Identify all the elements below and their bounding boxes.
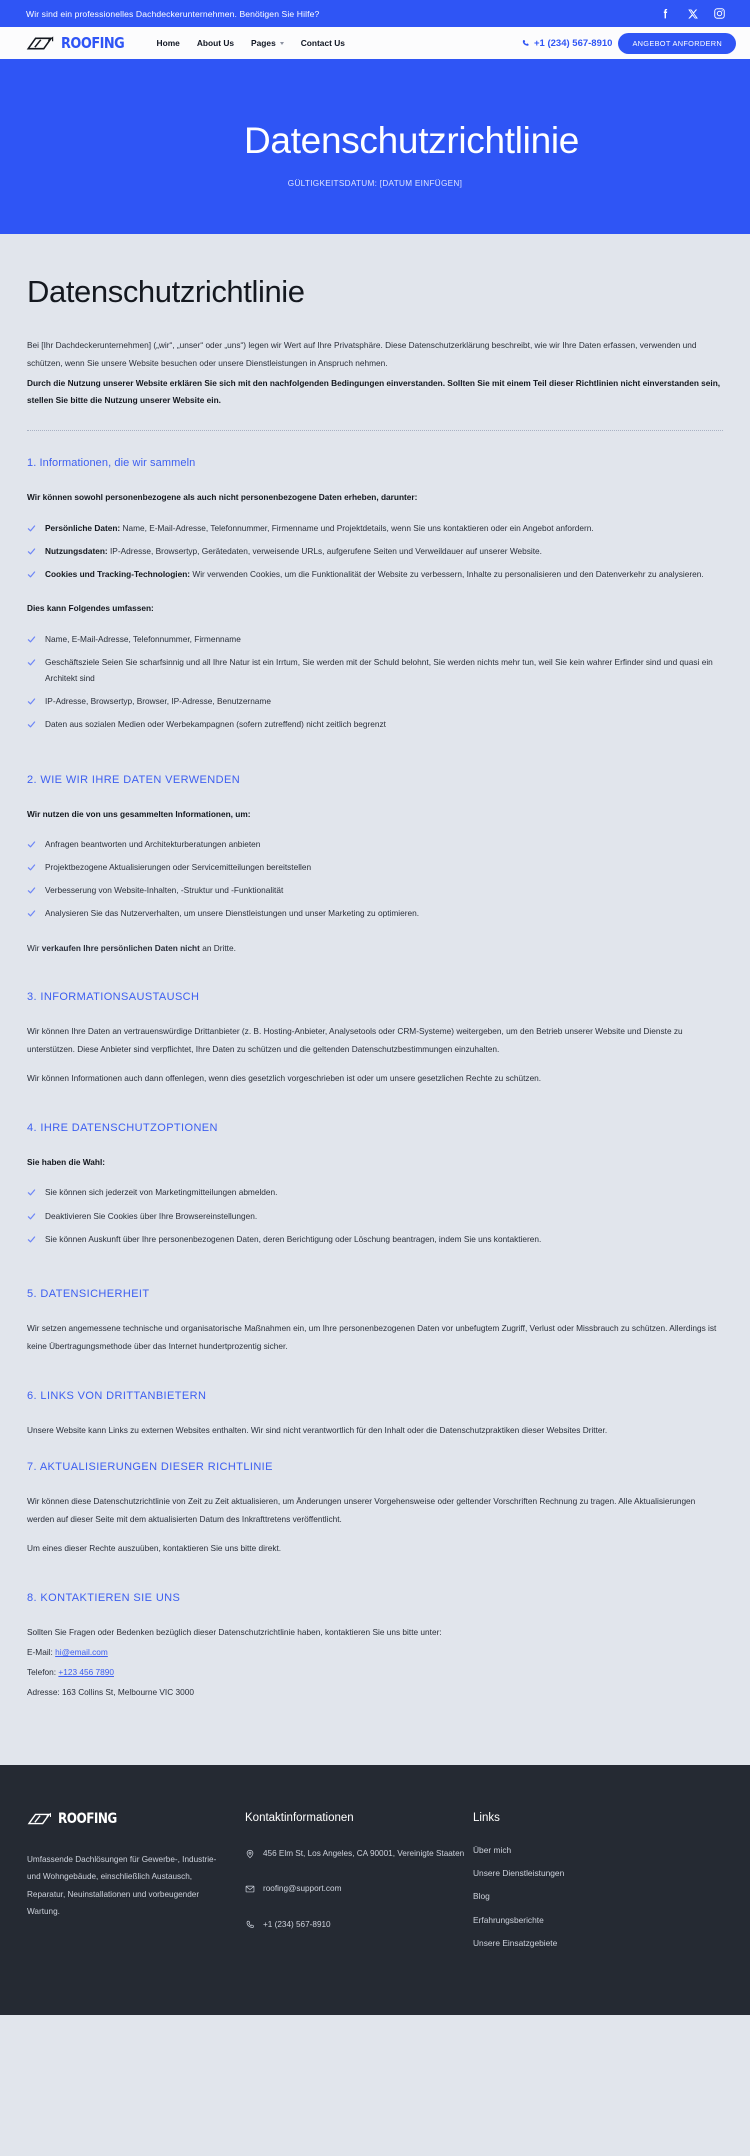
footer-contact-column	[245, 1812, 473, 1963]
footer-link-unsere-einsatzgebiete[interactable]: Unsere Einsatzgebiete	[473, 1938, 558, 1949]
list-item-text: Sie können Auskunft über Ihre personenbezogenen Daten, deren Berichtigung oder Löschung beantragen, indem Sie uns kontaktieren.	[45, 1233, 542, 1244]
list-item-text: Projektbezogene Aktualisierungen oder Servicemitteilungen bereitstellen	[45, 862, 312, 873]
list-item-text: Anfragen beantworten und Architekturberatungen anbieten	[45, 838, 261, 849]
nav-item-pages-label: Pages	[251, 38, 276, 48]
main-content	[0, 234, 750, 1765]
check-icon	[27, 570, 36, 579]
check-icon	[27, 863, 36, 872]
section-7-paragraph-2: Um eines dieser Rechte auszuüben, kontaktieren Sie uns bitte direkt.	[27, 1543, 282, 1554]
check-icon	[27, 909, 36, 918]
list-item	[27, 905, 723, 921]
section-5-data-security	[27, 1288, 723, 1356]
list-item	[27, 1208, 723, 1224]
check-icon	[27, 658, 36, 667]
list-item-text: Name, E-Mail-Adresse, Telefonnummer, Firmenname	[45, 633, 241, 644]
list-item	[27, 520, 723, 536]
page-title: Datenschutzrichtlinie	[27, 274, 305, 309]
instagram-icon[interactable]	[713, 7, 726, 20]
list-item	[27, 631, 723, 647]
location-pin-icon	[245, 1849, 255, 1859]
nav-item-about-us-label: About Us	[196, 38, 235, 48]
list-item	[27, 1184, 723, 1200]
site-footer	[0, 1765, 750, 2015]
section-3-information-sharing	[27, 991, 723, 1087]
closing-post: an Dritte.	[199, 942, 236, 953]
section-1-heading: 1. Informationen, die wir sammeln	[27, 457, 196, 470]
check-icon	[27, 886, 36, 895]
list-item-strong: Cookies und Tracking-Technologien:	[45, 569, 191, 580]
footer-address-item	[245, 1846, 473, 1863]
section-1-list-2	[27, 631, 723, 733]
section-2-closing	[27, 940, 723, 958]
list-item-body: IP-Adresse, Browsertyp, Gerätedaten, verweisende URLs, aufgerufene Seiten und Verweildauer auf unserer Website.	[107, 545, 542, 556]
nav-item-about-us[interactable]	[197, 38, 234, 48]
check-icon	[27, 547, 36, 556]
list-item	[27, 693, 723, 709]
section-7-paragraph-1: Wir können diese Datenschutzrichtlinie von Zeit zu Zeit aktualisieren, um Änderungen unserer Vorgehensweise oder geltender Vorschriften Rechnung zu tragen. Alle Aktualisierungen werden auf dieser Seite mit dem aktualisierten Datum des Inkrafttretens veröffentlicht.	[27, 1496, 696, 1525]
section-6-heading: 6. LINKS VON DRITTANBIETERN	[27, 1389, 207, 1402]
section-6-paragraph-1: Unsere Website kann Links zu externen Websites enthalten. Wir sind nicht verantwortlich für den Inhalt oder die Datenschutzpraktiken dieser Websites Dritter.	[27, 1424, 608, 1435]
list-item-text: Sie können sich jederzeit von Marketingmitteilungen abmelden.	[45, 1187, 278, 1198]
nav-right-group	[527, 27, 750, 59]
section-1-information-we-collect	[27, 457, 723, 732]
social-links	[659, 7, 726, 20]
section-2-heading: 2. WIE WIR IHRE DATEN VERWENDEN	[27, 773, 241, 786]
header-phone-number: +1 (234) 567-8910	[534, 37, 613, 49]
section-4-list	[27, 1184, 723, 1247]
list-item	[27, 716, 723, 732]
list-item-text: Geschäftsziele Seien Sie scharfsinnig und all Ihre Natur ist ein Irrtum, Sie werden mit der Schuld belohnt, Sie werden nichts mehr tun, weil Sie kein wahrer Erfinder sind und quasi ein Architekt sind	[45, 656, 713, 684]
section-3-heading: 3. INFORMATIONSAUSTAUSCH	[27, 991, 200, 1004]
section-6-third-party-links	[27, 1390, 723, 1440]
list-item-strong: Nutzungsdaten:	[45, 545, 108, 556]
site-logo[interactable]	[26, 33, 135, 52]
envelope-icon	[245, 1884, 255, 1894]
contact-email-label: E-Mail:	[27, 1647, 56, 1658]
nav-links	[157, 38, 345, 48]
section-2-list	[27, 836, 723, 922]
list-item	[27, 859, 723, 875]
list-item-text: Daten aus sozialen Medien oder Werbekampagnen (sofern zutreffend) nicht zeitlich begrenzt	[45, 719, 386, 730]
section-8-heading: 8. KONTAKTIEREN SIE UNS	[27, 1591, 181, 1604]
list-item	[27, 654, 723, 686]
list-item	[27, 836, 723, 852]
list-item	[27, 543, 723, 559]
x-twitter-icon[interactable]	[686, 7, 699, 20]
list-item-text: IP-Adresse, Browsertyp, Browser, IP-Adresse, Benutzername	[45, 696, 271, 707]
list-item-text	[45, 566, 723, 582]
section-1-lead-2: Dies kann Folgendes umfassen:	[27, 603, 154, 614]
section-2-how-we-use-data	[27, 774, 723, 958]
top-announcement-bar	[0, 0, 750, 27]
footer-description: Umfassende Dachlösungen für Gewerbe-, Industrie- und Wohngebäude, einschließlich Austausch, Reparatur, Neuinstallationen und vorbeugender Wartung.	[27, 1854, 217, 1917]
section-5-paragraph-1: Wir setzen angemessene technische und organisatorische Maßnahmen ein, um Ihre personenbezogenen Daten vor unbefugtem Zugriff, Verlust oder Missbrauch zu schützen. Allerdings ist keine Übertragungsmethode über das Internet hundertprozentig sicher.	[27, 1322, 717, 1351]
nav-item-home[interactable]	[157, 38, 180, 48]
check-icon	[27, 635, 36, 644]
nav-item-pages[interactable]	[251, 38, 284, 48]
contact-address-line: Adresse: 163 Collins St, Melbourne VIC 3000	[27, 1687, 194, 1698]
footer-link-unsere-dienstleistungen[interactable]: Unsere Dienstleistungen	[473, 1867, 565, 1878]
footer-phone-text: +1 (234) 567-8910	[263, 1920, 331, 1930]
section-4-heading: 4. IHRE DATENSCHUTZOPTIONEN	[27, 1121, 218, 1134]
check-icon	[27, 697, 36, 706]
topbar-message: Wir sind ein professionelles Dachdeckerunternehmen. Benötigen Sie Hilfe?	[26, 8, 320, 19]
check-icon	[27, 1235, 36, 1244]
hero-title: Datenschutzrichtlinie	[244, 120, 580, 162]
logo-wordmark: ROOFING	[61, 33, 125, 52]
list-item	[27, 882, 723, 898]
footer-link-erfahrungsberichte[interactable]: Erfahrungsberichte	[473, 1914, 544, 1925]
list-item-text: Deaktivieren Sie Cookies über Ihre Browsereinstellungen.	[45, 1210, 258, 1221]
footer-link-uber-mich[interactable]: Über mich	[473, 1844, 512, 1855]
list-item	[27, 566, 723, 582]
contact-phone-line	[27, 1664, 723, 1680]
nav-item-contact-us[interactable]	[301, 38, 345, 48]
check-icon	[27, 720, 36, 729]
footer-brand-column	[27, 1812, 245, 1963]
section-4-lead: Sie haben die Wahl:	[27, 1156, 106, 1167]
contact-phone-label: Telefon:	[27, 1667, 59, 1678]
footer-link-blog[interactable]: Blog	[473, 1891, 490, 1902]
header-phone-link[interactable]	[521, 38, 612, 49]
chevron-down-icon	[280, 42, 284, 45]
check-icon	[27, 1212, 36, 1221]
section-3-paragraph-1: Wir können Ihre Daten an vertrauenswürdige Drittanbieter (z. B. Hosting-Anbieter, Analysetools oder CRM-Systeme) weitergeben, um den Betrieb unserer Website und Dienste zu unterstützen. Diese Anbieter sind verpflichtet, Ihre Daten zu schützen und die geltenden Datenschutzbestimmungen einzuhalten.	[27, 1026, 683, 1055]
hero-banner	[0, 59, 750, 234]
footer-email-text: roofing@support.com	[263, 1884, 342, 1894]
footer-logo[interactable]	[27, 1812, 221, 1826]
section-2-lead: Wir nutzen die von uns gesammelten Informationen, um:	[27, 808, 251, 819]
closing-pre: Wir	[27, 942, 42, 953]
list-item-text: Analysieren Sie das Nutzerverhalten, um unsere Dienstleistungen und unser Marketing zu optimieren.	[45, 908, 420, 919]
section-3-paragraph-2: Wir können Informationen auch dann offenlegen, wenn dies gesetzlich vorgeschrieben ist oder um unsere gesetzlichen Rechte zu schützen.	[27, 1073, 542, 1084]
check-icon	[27, 524, 36, 533]
list-item-text	[45, 543, 723, 559]
contact-phone-link[interactable]: +123 456 7890	[58, 1667, 114, 1678]
main-navigation-bar	[0, 27, 750, 59]
hero-effective-date: GÜLTIGKEITSDATUM: [DATUM EINFÜGEN]	[287, 178, 463, 188]
footer-address-text: 456 Elm St, Los Angeles, CA 90001, Vereinigte Staaten	[263, 1848, 465, 1858]
facebook-icon[interactable]	[659, 7, 672, 20]
list-item-text: Verbesserung von Website-Inhalten, -Struktur und -Funktionalität	[45, 885, 284, 896]
list-item-text	[45, 520, 723, 536]
contact-email-line	[27, 1644, 723, 1660]
list-item-body: Wir verwenden Cookies, um die Funktionalität der Website zu verbessern, Inhalte zu personalisieren und den Datenverkehr zu analysieren.	[190, 569, 704, 580]
check-icon	[27, 840, 36, 849]
intro-paragraph-2: Durch die Nutzung unserer Website erklären Sie sich mit den nachfolgenden Bedingungen einverstanden. Sollten Sie mit einem Teil dieser Richtlinien nicht einverstanden sein, stellen Sie bitte die Nutzung unserer Website ein.	[27, 377, 721, 406]
list-item-body: Name, E-Mail-Adresse, Telefonnummer, Firmenname und Projektdetails, wenn Sie uns kontaktieren oder ein Angebot anfordern.	[120, 522, 594, 533]
check-icon	[27, 1188, 36, 1197]
footer-logo-wordmark: ROOFING	[58, 1810, 117, 1827]
footer-links-heading: Links	[473, 1811, 500, 1824]
section-divider	[27, 430, 723, 431]
list-item	[27, 1231, 723, 1247]
nav-item-contact-us-label: Contact Us	[300, 38, 345, 48]
footer-email-item[interactable]	[245, 1881, 473, 1898]
section-5-heading: 5. DATENSICHERHEIT	[27, 1287, 150, 1300]
footer-links-column	[473, 1812, 723, 1963]
section-1-list	[27, 520, 723, 583]
intro-paragraph-1: Bei [Ihr Dachdeckerunternehmen] („wir“, „unser“ oder „uns“) legen wir Wert auf Ihre Privatsphäre. Diese Datenschutzerklärung beschreibt, wie wir Ihre Daten erfassen, verwenden und schützen, wenn Sie unsere Website besuchen oder unsere Dienstleistungen in Anspruch nehmen.	[27, 340, 697, 368]
phone-icon	[245, 1920, 255, 1930]
section-4-privacy-choices	[27, 1122, 723, 1247]
list-item-strong: Persönliche Daten:	[45, 522, 121, 533]
section-8-intro: Sollten Sie Fragen oder Bedenken bezüglich dieser Datenschutzrichtlinie haben, kontaktieren Sie uns bitte unter:	[27, 1626, 442, 1637]
roof-logo-icon	[26, 36, 60, 51]
nav-item-home-label: Home	[156, 38, 180, 48]
section-1-lead: Wir können sowohl personenbezogene als auch nicht personenbezogene Daten erheben, darunter:	[27, 492, 418, 503]
footer-link-list	[473, 1846, 723, 1948]
footer-contact-heading: Kontaktinformationen	[245, 1811, 354, 1824]
contact-email-link[interactable]: hi@email.com	[55, 1647, 108, 1658]
section-7-heading: 7. AKTUALISIERUNGEN DIESER RICHTLINIE	[27, 1461, 273, 1474]
closing-strong: verkaufen Ihre persönlichen Daten nicht	[41, 942, 200, 953]
section-7-policy-updates	[27, 1461, 723, 1557]
section-8-contact-us	[27, 1592, 723, 1701]
phone-icon	[521, 39, 530, 48]
footer-phone-item[interactable]	[245, 1917, 473, 1934]
roof-logo-icon	[27, 1812, 57, 1826]
request-quote-button[interactable]: ANGEBOT ANFORDERN	[618, 33, 736, 54]
